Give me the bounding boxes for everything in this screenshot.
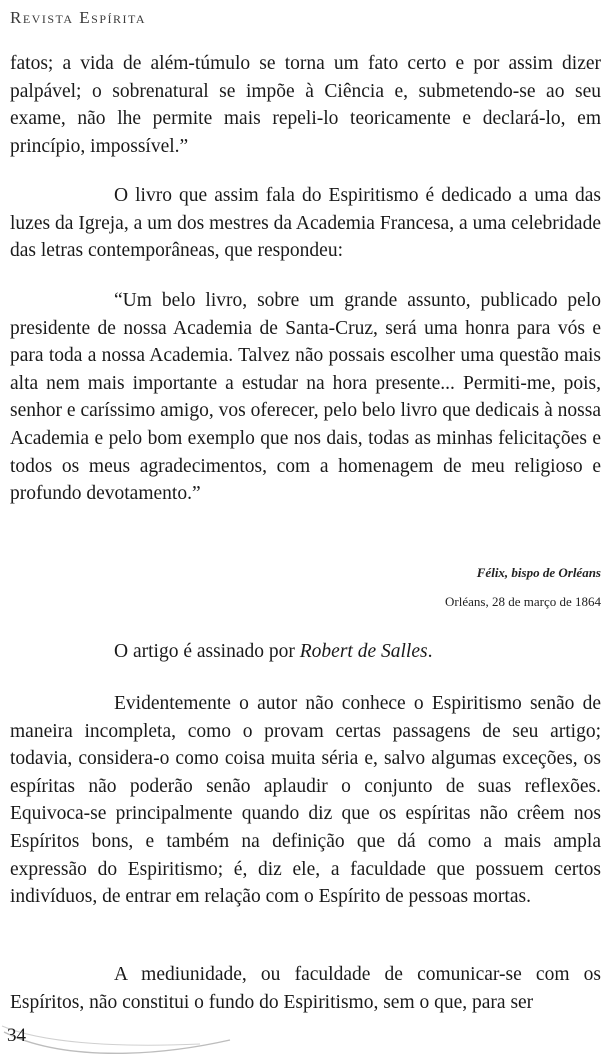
- author-intro-text: O artigo é assinado por: [114, 641, 300, 662]
- paragraph-article-author: [10, 638, 601, 666]
- running-header: Revista Espírita: [10, 8, 147, 27]
- signature-name: Félix, bispo de Orléans: [476, 565, 601, 580]
- paragraph-continuation: fatos; a vida de além-túmulo se torna um fato certo e por assim dizer palpável; o sobrenatural se impõe à Ciência e, submetendo-se ao seu exame, não lhe permite mais repeli-lo teoricamente e declará-lo, em princípio, impossível.”: [10, 53, 601, 157]
- paragraph-mediumship: A mediunidade, ou faculdade de comunicar-se com os Espíritos, não constitui o fundo do Espiritismo, sem o que, para ser: [10, 964, 601, 1013]
- author-trailing-text: .: [427, 641, 433, 662]
- signature-place-date: Orléans, 28 de março de 1864: [445, 594, 601, 609]
- paragraph-book-dedication: O livro que assim fala do Espiritismo é dedicado a uma das luzes da Igreja, a um dos mestres da Academia Francesa, a uma celebridade das letras contemporâneas, que respondeu:: [10, 185, 601, 262]
- footer-swoosh-decoration: [0, 1012, 240, 1061]
- page-number: 34: [7, 1025, 26, 1046]
- author-name: Robert de Salles: [299, 641, 428, 662]
- paragraph-commentary: Evidentemente o autor não conhece o Espiritismo senão de maneira incompleta, como o provam certas passagens de seu artigo; todavia, considera-o como coisa muita séria e, salvo algumas exceções, os espíritas não poderão senão aplaudir o conjunto de suas reflexões. Equivoca-se principalmente quando diz que os espíritas não crêem nos Espíritos bons, e também na definição que dá como a mais ampla expressão do Espiritismo; é, diz ele, a faculdade que possuem certos indivíduos, de entrar em relação com o Espírito de pessoas mortas.: [10, 693, 601, 908]
- paragraph-quoted-letter: “Um belo livro, sobre um grande assunto, publicado pelo presidente de nossa Academia de Santa-Cruz, será uma honra para vós e para toda a nossa Academia. Talvez não possais escolher uma questão mais alta nem mais importante a estudar na hora presente... Permiti-me, pois, senhor e caríssimo amigo, vos oferecer, pelo belo livro que dedicais à nossa Academia e pelo bom exemplo que nos dais, todas as minhas felicitações e todos os meus agradecimentos, com a homenagem de meu religioso e profundo devotamento.”: [10, 290, 601, 505]
